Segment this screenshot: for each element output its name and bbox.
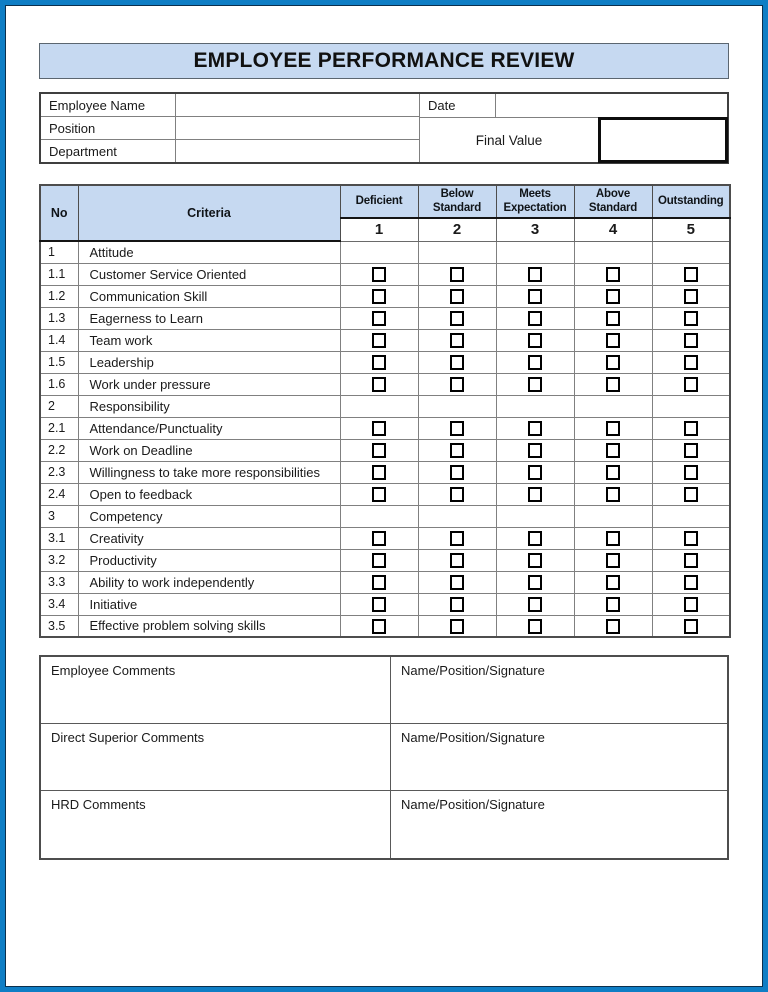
department-row xyxy=(41,140,419,162)
table-row xyxy=(40,505,730,527)
department-label: Department xyxy=(41,140,176,162)
row-criteria: Ability to work independently xyxy=(78,571,340,593)
table-row xyxy=(40,307,730,329)
row-no: 2.2 xyxy=(40,439,78,461)
rating-checkbox-below-standard[interactable] xyxy=(450,531,464,546)
rating-checkbox-below-standard[interactable] xyxy=(450,465,464,480)
signature-input-area[interactable] xyxy=(391,791,727,858)
row-criteria: Initiative xyxy=(78,593,340,615)
row-no: 1.6 xyxy=(40,373,78,395)
rating-checkbox-meets-expectation[interactable] xyxy=(528,575,542,590)
row-criteria: Effective problem solving skills xyxy=(78,615,340,637)
rating-header-row xyxy=(40,185,730,218)
signature-input-area[interactable] xyxy=(391,657,727,723)
rating-checkbox-meets-expectation[interactable] xyxy=(528,465,542,480)
row-no: 1.2 xyxy=(40,285,78,307)
row-criteria: Creativity xyxy=(78,527,340,549)
scale-number-1: 1 xyxy=(340,218,418,241)
table-row xyxy=(40,615,730,637)
row-no: 1.1 xyxy=(40,263,78,285)
comment-row xyxy=(41,724,727,791)
table-row xyxy=(40,549,730,571)
table-row xyxy=(40,593,730,615)
rating-checkbox-outstanding[interactable] xyxy=(684,443,698,458)
rating-checkbox-meets-expectation[interactable] xyxy=(528,421,542,436)
row-no: 3.3 xyxy=(40,571,78,593)
rating-checkbox-outstanding[interactable] xyxy=(684,421,698,436)
row-criteria: Communication Skill xyxy=(78,285,340,307)
rating-checkbox-meets-expectation[interactable] xyxy=(528,443,542,458)
employee-info-left xyxy=(41,94,419,162)
comment-label: Direct Superior Comments xyxy=(51,730,205,746)
row-no: 3.4 xyxy=(40,593,78,615)
row-no: 3.2 xyxy=(40,549,78,571)
rating-checkbox-outstanding[interactable] xyxy=(684,531,698,546)
rating-checkbox-above-standard[interactable] xyxy=(606,443,620,458)
rating-checkbox-meets-expectation[interactable] xyxy=(528,553,542,568)
position-label: Position xyxy=(41,117,176,139)
rating-checkbox-deficient[interactable] xyxy=(372,575,386,590)
rating-checkbox-deficient[interactable] xyxy=(372,597,386,612)
form-content xyxy=(5,5,763,860)
rating-checkbox-outstanding[interactable] xyxy=(684,597,698,612)
rating-checkbox-meets-expectation[interactable] xyxy=(528,311,542,326)
employee-name-label: Employee Name xyxy=(41,94,176,116)
rating-checkbox-deficient[interactable] xyxy=(372,355,386,370)
row-criteria: Work on Deadline xyxy=(78,439,340,461)
rating-checkbox-above-standard[interactable] xyxy=(606,487,620,502)
row-no: 3.5 xyxy=(40,615,78,637)
rating-checkbox-above-standard[interactable] xyxy=(606,421,620,436)
title-bar xyxy=(39,43,729,79)
table-row xyxy=(40,527,730,549)
rating-checkbox-above-standard[interactable] xyxy=(606,289,620,304)
position-input[interactable] xyxy=(176,117,419,139)
rating-checkbox-outstanding[interactable] xyxy=(684,619,698,634)
rating-checkbox-above-standard[interactable] xyxy=(606,553,620,568)
signature-label: Name/Position/Signature xyxy=(401,730,545,746)
date-label: Date xyxy=(420,94,496,117)
employee-name-input[interactable] xyxy=(176,94,419,116)
scale-number-5: 5 xyxy=(652,218,730,241)
rating-checkbox-deficient[interactable] xyxy=(372,553,386,568)
rating-checkbox-outstanding[interactable] xyxy=(684,487,698,502)
comment-row xyxy=(41,657,727,724)
comment-input-area[interactable] xyxy=(41,791,391,858)
row-criteria: Customer Service Oriented xyxy=(78,263,340,285)
rating-checkbox-below-standard[interactable] xyxy=(450,553,464,568)
comment-row xyxy=(41,791,727,858)
rating-checkbox-above-standard[interactable] xyxy=(606,619,620,634)
row-criteria: Willingness to take more responsibilities xyxy=(78,461,340,483)
criteria-column-header: Criteria xyxy=(78,185,340,241)
rating-checkbox-deficient[interactable] xyxy=(372,377,386,392)
rating-checkbox-above-standard[interactable] xyxy=(606,531,620,546)
row-criteria: Team work xyxy=(78,329,340,351)
rating-checkbox-outstanding[interactable] xyxy=(684,553,698,568)
row-criteria: Competency xyxy=(78,505,340,527)
row-criteria: Attendance/Punctuality xyxy=(78,417,340,439)
row-criteria: Eagerness to Learn xyxy=(78,307,340,329)
row-no: 1.3 xyxy=(40,307,78,329)
rating-checkbox-meets-expectation[interactable] xyxy=(528,597,542,612)
row-criteria: Leadership xyxy=(78,351,340,373)
position-row xyxy=(41,117,419,140)
row-no: 2 xyxy=(40,395,78,417)
rating-checkbox-meets-expectation[interactable] xyxy=(528,333,542,348)
rating-checkbox-below-standard[interactable] xyxy=(450,575,464,590)
row-no: 1.5 xyxy=(40,351,78,373)
final-value-row xyxy=(420,118,727,162)
comments-section xyxy=(39,655,729,860)
table-row xyxy=(40,417,730,439)
table-row xyxy=(40,263,730,285)
row-no: 2.3 xyxy=(40,461,78,483)
table-row xyxy=(40,329,730,351)
table-row xyxy=(40,285,730,307)
rating-checkbox-outstanding[interactable] xyxy=(684,355,698,370)
rating-checkbox-deficient[interactable] xyxy=(372,619,386,634)
rating-checkbox-below-standard[interactable] xyxy=(450,487,464,502)
final-value-box[interactable] xyxy=(598,117,728,163)
row-criteria: Productivity xyxy=(78,549,340,571)
rating-checkbox-deficient[interactable] xyxy=(372,267,386,282)
rating-checkbox-outstanding[interactable] xyxy=(684,575,698,590)
rating-checkbox-below-standard[interactable] xyxy=(450,619,464,634)
rating-checkbox-deficient[interactable] xyxy=(372,465,386,480)
signature-label: Name/Position/Signature xyxy=(401,797,545,813)
row-no: 2.1 xyxy=(40,417,78,439)
rating-checkbox-above-standard[interactable] xyxy=(606,465,620,480)
table-row xyxy=(40,351,730,373)
employee-info-section xyxy=(39,92,729,164)
rating-checkbox-below-standard[interactable] xyxy=(450,377,464,392)
rating-checkbox-below-standard[interactable] xyxy=(450,597,464,612)
rating-checkbox-deficient[interactable] xyxy=(372,289,386,304)
scale-header-below-standard: Below Standard xyxy=(418,185,496,218)
signature-input-area[interactable] xyxy=(391,724,727,790)
row-no: 2.4 xyxy=(40,483,78,505)
signature-label: Name/Position/Signature xyxy=(401,663,545,679)
scale-header-deficient: Deficient xyxy=(340,185,418,218)
rating-checkbox-below-standard[interactable] xyxy=(450,311,464,326)
final-value-label: Final Value xyxy=(475,132,543,148)
rating-table xyxy=(39,184,731,638)
comment-input-area[interactable] xyxy=(41,657,391,723)
scale-number-4: 4 xyxy=(574,218,652,241)
department-input[interactable] xyxy=(176,140,419,162)
table-row xyxy=(40,395,730,417)
rating-checkbox-outstanding[interactable] xyxy=(684,333,698,348)
table-row xyxy=(40,571,730,593)
employee-name-row xyxy=(41,94,419,117)
rating-checkbox-below-standard[interactable] xyxy=(450,289,464,304)
rating-checkbox-meets-expectation[interactable] xyxy=(528,619,542,634)
rating-checkbox-outstanding[interactable] xyxy=(684,311,698,326)
rating-checkbox-above-standard[interactable] xyxy=(606,267,620,282)
rating-checkbox-meets-expectation[interactable] xyxy=(528,267,542,282)
rating-checkbox-meets-expectation[interactable] xyxy=(528,377,542,392)
rating-checkbox-below-standard[interactable] xyxy=(450,355,464,370)
table-row xyxy=(40,439,730,461)
table-row xyxy=(40,241,730,263)
rating-checkbox-outstanding[interactable] xyxy=(684,267,698,282)
rating-checkbox-deficient[interactable] xyxy=(372,333,386,348)
row-no: 1 xyxy=(40,241,78,263)
rating-checkbox-below-standard[interactable] xyxy=(450,443,464,458)
comment-input-area[interactable] xyxy=(41,724,391,790)
rating-checkbox-meets-expectation[interactable] xyxy=(528,355,542,370)
rating-checkbox-deficient[interactable] xyxy=(372,311,386,326)
scale-header-above-standard: Above Standard xyxy=(574,185,652,218)
rating-checkbox-outstanding[interactable] xyxy=(684,465,698,480)
row-criteria: Open to feedback xyxy=(78,483,340,505)
rating-checkbox-below-standard[interactable] xyxy=(450,267,464,282)
rating-section xyxy=(39,184,729,638)
row-no: 3.1 xyxy=(40,527,78,549)
scale-number-3: 3 xyxy=(496,218,574,241)
employee-info-right xyxy=(419,94,727,162)
rating-checkbox-above-standard[interactable] xyxy=(606,333,620,348)
rating-checkbox-meets-expectation[interactable] xyxy=(528,289,542,304)
scale-header-meets-expectation: Meets Expectation xyxy=(496,185,574,218)
date-row xyxy=(420,94,727,118)
rating-checkbox-above-standard[interactable] xyxy=(606,377,620,392)
table-row xyxy=(40,483,730,505)
row-no: 3 xyxy=(40,505,78,527)
table-row xyxy=(40,461,730,483)
rating-checkbox-above-standard[interactable] xyxy=(606,597,620,612)
page-title: EMPLOYEE PERFORMANCE REVIEW xyxy=(193,49,575,72)
rating-checkbox-meets-expectation[interactable] xyxy=(528,487,542,502)
comment-label: HRD Comments xyxy=(51,797,146,813)
rating-checkbox-below-standard[interactable] xyxy=(450,421,464,436)
rating-checkbox-deficient[interactable] xyxy=(372,421,386,436)
row-no: 1.4 xyxy=(40,329,78,351)
rating-checkbox-below-standard[interactable] xyxy=(450,333,464,348)
rating-checkbox-above-standard[interactable] xyxy=(606,575,620,590)
rating-checkbox-outstanding[interactable] xyxy=(684,377,698,392)
no-column-header: No xyxy=(40,185,78,241)
row-criteria: Responsibility xyxy=(78,395,340,417)
scale-number-2: 2 xyxy=(418,218,496,241)
rating-checkbox-above-standard[interactable] xyxy=(606,311,620,326)
table-row xyxy=(40,373,730,395)
rating-checkbox-deficient[interactable] xyxy=(372,443,386,458)
scale-header-outstanding: Outstanding xyxy=(652,185,730,218)
row-criteria: Attitude xyxy=(78,241,340,263)
rating-checkbox-meets-expectation[interactable] xyxy=(528,531,542,546)
row-criteria: Work under pressure xyxy=(78,373,340,395)
rating-checkbox-deficient[interactable] xyxy=(372,487,386,502)
rating-checkbox-deficient[interactable] xyxy=(372,531,386,546)
rating-checkbox-outstanding[interactable] xyxy=(684,289,698,304)
comment-label: Employee Comments xyxy=(51,663,176,679)
date-input[interactable] xyxy=(496,94,727,117)
rating-checkbox-above-standard[interactable] xyxy=(606,355,620,370)
